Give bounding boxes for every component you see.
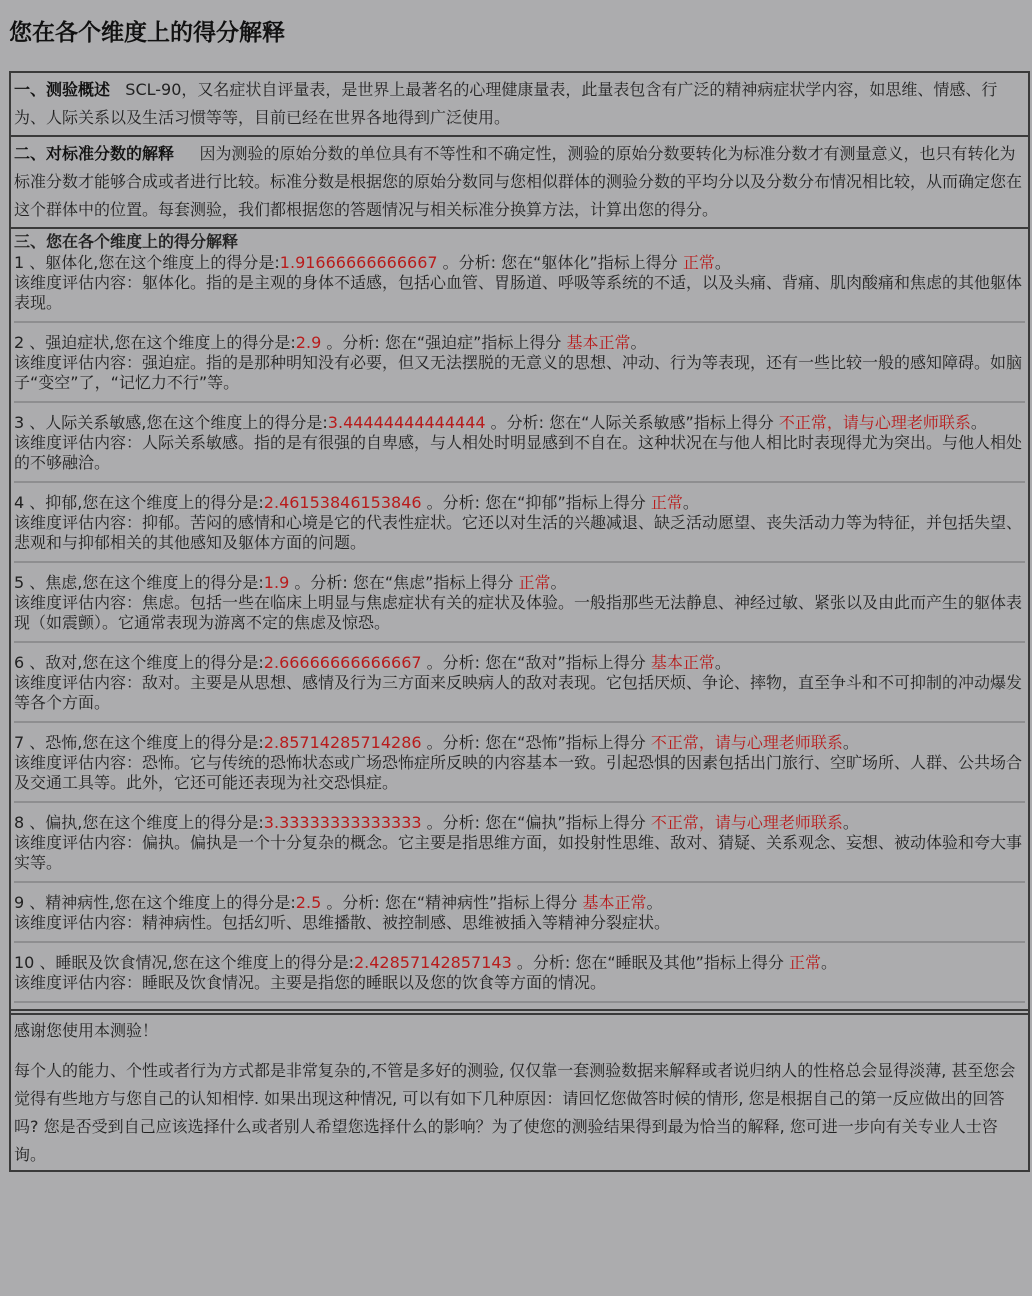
dimension-score: 2.5 [295,893,322,912]
analysis-prefix: 分析: 您在 [532,953,608,972]
eval-prefix: 该维度评估内容： [14,513,143,532]
dimension-name: 偏执 [45,813,78,832]
analysis-suffix: 指标上得分 [481,333,562,352]
analysis-suffix: 指标上得分 [565,653,646,672]
eval-prefix: 该维度评估内容： [14,913,143,932]
dimension-description: 躯体化。指的是主观的身体不适感，包括心血管、胃肠道、呼吸等系统的不适，以及头痛、背痛、肌肉酸痛和焦虑的其他躯体表现。 [14,273,1023,312]
dimension-number: 9 [14,893,25,912]
dimension-description-line [14,753,1025,793]
dimension-score-line: 10 、睡眠及饮食情况,您在这个维度上的得分是:2.42857142857143 。分析: 您在“睡眠及其他”指标上得分 正常。 [14,953,838,972]
dimension-number: 10 [14,953,35,972]
dimension-result: 正常 [789,953,822,972]
analysis-suffix: 指标上得分 [693,413,774,432]
dimension-description: 焦虑。包括一些在临床上明显与焦虑症状有关的症状及体验。一般指那些无法静息、神经过敏、紧张以及由此而产生的躯体表现（如震颤）。它通常表现为游离不定的焦虑及惊恐。 [14,593,1023,632]
dimension-description-line [14,673,1025,713]
dimension-name: 敌对 [45,653,78,672]
dimension-score-line: 6 、敌对,您在这个维度上的得分是:2.66666666666667 。分析: 您在“敌对”指标上得分 基本正常。 [14,653,731,672]
dimension-indicator: “偏执” [517,813,566,832]
dimensions-heading: 三、您在各个维度上的得分解释 [14,232,239,251]
dimension-number: 4 [14,493,25,512]
eval-prefix: 该维度评估内容： [14,973,143,992]
dimension-name: 焦虑 [45,573,78,592]
dimension-name: 躯体化 [45,253,94,272]
dimension-item [14,493,1025,563]
dimension-number: 8 [14,813,25,832]
dimension-score: 2.85714285714286 [263,733,422,752]
dimension-indicator: “敌对” [517,653,566,672]
score-prefix: 您在这个维度上的得分是: [82,813,264,832]
dimension-result: 正常 [682,253,715,272]
page-title: 您在各个维度上的得分解释 [9,20,285,46]
dimensions-section [11,227,1028,1013]
closing-section [9,1009,1030,1172]
score-prefix: 您在这个维度上的得分是: [82,653,264,672]
dimension-score-line: 4 、抑郁,您在这个维度上的得分是:2.46153846153846 。分析: 您在“抑郁”指标上得分 正常。 [14,493,699,512]
dimension-indicator: “强迫症” [416,333,482,352]
analysis-prefix: 分析: 您在 [342,893,417,912]
analysis-prefix: 分析: 您在 [310,573,385,592]
score-prefix: 您在这个维度上的得分是: [172,953,354,972]
dimension-item [14,653,1025,723]
dimension-description-line [14,833,1025,873]
dimension-description: 恐怖。它与传统的恐怖状态或广场恐怖症所反映的内容基本一致。引起恐惧的因素包括出门旅行、空旷场所、人群、公共场合及交通工具等。此外，它还可能还表现为社交恐惧症。 [14,753,1023,792]
dimension-score: 2.42857142857143 [353,953,512,972]
dimension-number: 6 [14,653,25,672]
dimension-item [14,733,1025,803]
dimension-description: 睡眠及饮食情况。主要是指您的睡眠以及您的饮食等方面的情况。 [142,973,607,992]
eval-prefix: 该维度评估内容： [14,433,143,452]
dimension-name: 精神病性 [45,893,110,912]
dimension-item [14,573,1025,643]
analysis-suffix: 指标上得分 [565,813,646,832]
dimension-score: 2.66666666666667 [263,653,422,672]
score-prefix: 您在这个维度上的得分是: [82,733,264,752]
dimension-name: 人际关系敏感 [45,413,142,432]
dimension-score-line: 7 、恐怖,您在这个维度上的得分是:2.85714285714286 。分析: 您在“恐怖”指标上得分 不正常，请与心理老师联系。 [14,733,859,752]
analysis-prefix: 分析: 您在 [506,413,582,432]
dimension-description: 敌对。主要是从思想、感情及行为三方面来反映病人的敌对表现。它包括厌烦、争论、摔物，直至争斗和不可抑制的冲动爆发等各个方面。 [14,673,1023,712]
dimension-indicator: “精神病性” [416,893,498,912]
dimension-result: 基本正常 [582,893,647,912]
analysis-prefix: 分析: 您在 [442,653,518,672]
eval-prefix: 该维度评估内容： [14,593,143,612]
dimension-result: 不正常，请与心理老师联系 [778,413,971,432]
dimension-name: 睡眠及饮食情况 [55,953,168,972]
eval-prefix: 该维度评估内容： [14,353,143,372]
analysis-suffix: 指标上得分 [565,493,646,512]
eval-prefix: 该维度评估内容： [14,273,143,292]
dimension-description-line [14,433,1025,473]
dimension-description: 精神病性。包括幻听、思维播散、被控制感、思维被插入等精神分裂症状。 [142,913,671,932]
analysis-suffix: 指标上得分 [433,573,514,592]
dimension-score: 1.9 [263,573,290,592]
dimension-description-line [14,973,1025,993]
dimension-score-line: 9 、精神病性,您在这个维度上的得分是:2.5 。分析: 您在“精神病性”指标上得分 基本正常。 [14,893,663,912]
analysis-prefix: 分析: 您在 [342,333,417,352]
dimension-description-line [14,513,1025,553]
dimension-description-line [14,913,1025,933]
dimension-indicator: “抑郁” [517,493,566,512]
dimension-number: 1 [14,253,25,272]
dimension-description-line [14,353,1025,393]
dimension-item [14,813,1025,883]
dimension-score: 2.9 [295,333,322,352]
dimension-indicator: “人际关系敏感” [581,413,694,432]
dimension-score: 1.91666666666667 [279,253,438,272]
analysis-suffix: 指标上得分 [497,893,578,912]
dimension-description-line [14,273,1025,313]
analysis-prefix: 分析: 您在 [442,493,518,512]
dimension-score: 3.33333333333333 [263,813,422,832]
dimension-indicator: “焦虑” [384,573,434,592]
dimension-number: 3 [14,413,25,432]
dimension-number: 7 [14,733,25,752]
dimension-number: 5 [14,573,25,592]
dimension-description: 偏执。偏执是一个十分复杂的概念。它主要是指思维方面，如投射性思维、敌对、猜疑、关系观念、妄想、被动体验和夸大事实等。 [14,833,1023,872]
dimension-name: 恐怖 [45,733,78,752]
closing-note: 每个人的能力、个性或者行为方式都是非常复杂的,不管是多好的测验, 仅仅靠一套测验数据来解释或者说归纳人的性格总会显得淡薄, 甚至您会觉得有些地方与您自己的认知相悖. 如果出现这种情况, 可以有如下几种原因：请回忆您做答时候的情形, 您是根据自己的第一反应做出的回答吗? 您是否受到自己应该选择什么或者别人希望您选择什么的影响？为了使您的测验结果得到最为恰当的解释, 您可进一步向有关专业人士咨询。 [14,1061,1016,1164]
overview-heading: 一、测验概述 [14,80,111,99]
analysis-suffix: 指标上得分 [703,953,784,972]
dimension-score-line: 1 、躯体化,您在这个维度上的得分是:1.91666666666667 。分析: 您在“躯体化”指标上得分 正常。 [14,253,731,272]
dimension-result: 正常 [650,493,683,512]
dimension-indicator: “睡眠及其他” [607,953,704,972]
score-prefix: 您在这个维度上的得分是: [82,573,264,592]
dimension-description: 人际关系敏感。指的是有很强的自卑感，与人相处时明显感到不自在。这种状况在与他人相比时表现得尤为突出。与他人相处的不够融洽。 [14,433,1023,472]
report-table [9,71,1030,1015]
analysis-prefix: 分析: 您在 [442,813,518,832]
analysis-prefix: 分析: 您在 [458,253,534,272]
dimension-item [14,953,1025,1003]
score-prefix: 您在这个维度上的得分是: [98,253,280,272]
score-prefix: 您在这个维度上的得分是: [82,493,264,512]
eval-prefix: 该维度评估内容： [14,753,143,772]
dimension-result: 基本正常 [650,653,715,672]
eval-prefix: 该维度评估内容： [14,833,143,852]
dimension-item [14,893,1025,943]
dimension-number: 2 [14,333,25,352]
thanks-text: 感谢您使用本测验！ [14,1021,159,1040]
dimension-item [14,413,1025,483]
analysis-suffix: 指标上得分 [597,253,678,272]
standard-score-text: 因为测验的原始分数的单位具有不等性和不确定性，测验的原始分数要转化为标准分数才有测量意义，也只有转化为标准分数才能够合成或者进行比较。标准分数是根据您的原始分数同与您相似群体的测验分数的平均分以及分数分布情况相比较，从而确定您在这个群体中的位置。每套测验，我们都根据您的答题情况与相关标准分换算方法，计算出您的得分。 [14,144,1023,219]
dimension-score-line: 8 、偏执,您在这个维度上的得分是:3.33333333333333 。分析: 您在“偏执”指标上得分 不正常，请与心理老师联系。 [14,813,859,832]
dimension-result: 正常 [518,573,551,592]
dimension-result: 基本正常 [566,333,631,352]
dimension-description-line [14,593,1025,633]
score-prefix: 您在这个维度上的得分是: [114,893,296,912]
dimension-item [14,253,1025,323]
dimension-score-line: 5 、焦虑,您在这个维度上的得分是:1.9 。分析: 您在“焦虑”指标上得分 正常。 [14,573,567,592]
overview-section [11,73,1028,135]
analysis-suffix: 指标上得分 [565,733,646,752]
score-prefix: 您在这个维度上的得分是: [114,333,296,352]
dimension-description: 抑郁。苦闷的感情和心境是它的代表性症状。它还以对生活的兴趣减退、缺乏活动愿望、丧失活动力等为特征，并包括失望、悲观和与抑郁相关的其他感知及躯体方面的问题。 [14,513,1023,552]
analysis-prefix: 分析: 您在 [442,733,518,752]
dimension-score-line: 2 、强迫症状,您在这个维度上的得分是:2.9 。分析: 您在“强迫症”指标上得分 基本正常。 [14,333,647,352]
dimension-indicator: “躯体化” [533,253,598,272]
dimension-result: 不正常，请与心理老师联系 [650,733,843,752]
dimension-description: 强迫症。指的是那种明知没有必要，但又无法摆脱的无意义的思想、冲动、行为等表现，还有一些比较一般的感知障碍。如脑子“变空”了，“记忆力不行”等。 [14,353,1023,392]
dimension-score-line: 3 、人际关系敏感,您在这个维度上的得分是:3.44444444444444 。分析: 您在“人际关系敏感”指标上得分 不正常，请与心理老师联系。 [14,413,987,432]
score-prefix: 您在这个维度上的得分是: [146,413,328,432]
dimension-name: 强迫症状 [45,333,110,352]
standard-score-heading: 二、对标准分数的解释 [14,144,175,163]
dimension-score: 3.44444444444444 [327,413,486,432]
standard-score-section [11,135,1028,227]
dimension-name: 抑郁 [45,493,78,512]
dimension-result: 不正常，请与心理老师联系 [650,813,843,832]
dimension-score: 2.46153846153846 [263,493,422,512]
dimension-indicator: “恐怖” [517,733,566,752]
dimensions-list [14,253,1025,1003]
eval-prefix: 该维度评估内容： [14,673,143,692]
overview-text: SCL-90，又名症状自评量表，是世界上最著名的心理健康量表，此量表包含有广泛的精神病症状学内容，如思维、情感、行为、人际关系以及生活习惯等等，目前已经在世界各地得到广泛使用。 [14,80,998,127]
dimension-item [14,333,1025,403]
